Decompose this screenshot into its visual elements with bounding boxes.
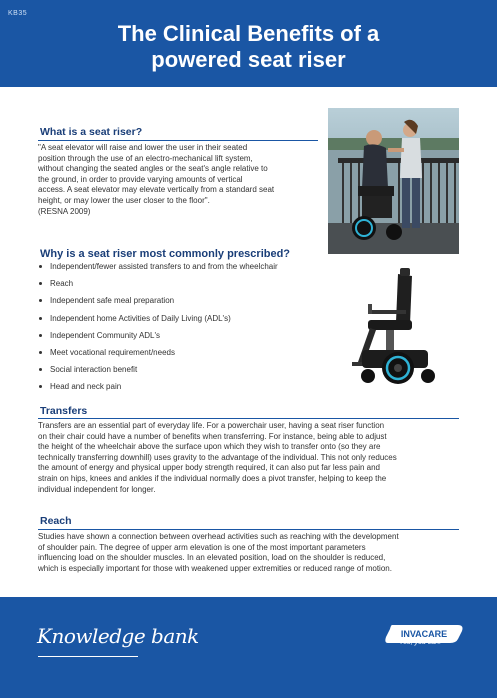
text-line: the amount of energy and physical upper body strength required, it can also put far less pain and (38, 463, 380, 473)
section-heading-why-prescribed: Why is a seat riser most commonly prescribed? (40, 248, 291, 260)
transfers-paragraph (38, 421, 468, 495)
list-item: Independent Community ADL's (38, 331, 318, 348)
citation: (RESNA 2009) (38, 206, 91, 216)
text-line: technically transferring downhill) uses gravity to the advantage of the individual. This not only reduces (38, 452, 397, 462)
bullet-icon (39, 368, 42, 371)
section-heading-transfers: Transfers (40, 405, 88, 417)
text-line: Studies have shown a connection between overhead activities such as reaching with the development (38, 532, 399, 541)
text-line: the height of the wheelchair above the surface upon which they wish to transfer onto (so they are (38, 442, 381, 452)
wordmark-underline (38, 656, 138, 657)
text-line: Transfers are an essential part of everyday life. For a powerchair user, having a seat riser function (38, 421, 385, 430)
section-divider (38, 140, 318, 141)
text-line: influencing load on the shoulder muscles. In an elevated position, load on the shoulder is reduced, (38, 553, 386, 563)
text-line: strain on hips, knees and ankles if the individual normally does a pivot transfer, helping to keep the (38, 473, 387, 483)
page-title-line-1: The Clinical Benefits of a (117, 21, 380, 46)
text-line: "A seat elevator will raise and lower the user in their seated (38, 143, 248, 152)
bullet-icon (39, 265, 42, 268)
slogan: Yes, you can. (399, 639, 442, 646)
photo-illustration (328, 108, 459, 254)
text-line: of shoulder pain. The degree of upper arm elevation is one of the most important parameters (38, 542, 366, 552)
section-divider (38, 529, 459, 530)
text-line: which is especially important for those with weakened upper extremities or reduced range of motion. (38, 563, 392, 573)
reasons-list (38, 262, 318, 400)
text-line: position through the use of an electro-mechanical lift system, (38, 153, 253, 163)
bullet-icon (39, 299, 42, 302)
bullet-icon (39, 385, 42, 388)
page-title (60, 21, 437, 73)
list-item: Independent/fewer assisted transfers to and from the wheelchair (38, 262, 318, 279)
knowledge-bank-wordmark: Knowledge bank (37, 624, 199, 648)
bullet-icon (39, 351, 42, 354)
list-item: Head and neck pain (38, 382, 318, 399)
bullet-icon (39, 317, 42, 320)
header-banner (0, 0, 497, 87)
section-divider (38, 418, 459, 419)
text-line: individual independent for longer. (38, 484, 156, 494)
footer-banner (0, 597, 497, 698)
text-line: access. A seat elevator may elevate vertically from a standard seat (38, 185, 275, 195)
document-code: KB35 (8, 10, 28, 17)
text-line: the ground, in order to provide varying amounts of vertical (38, 174, 243, 184)
list-item: Independent home Activities of Daily Living (ADL's) (38, 314, 318, 331)
text-line: on their chair could have a number of benefits when transferring. For instance, being able to adjust (38, 431, 387, 441)
reach-paragraph (38, 532, 468, 574)
definition-quote (38, 143, 328, 217)
photo-powerchair-product (328, 262, 459, 396)
section-heading-reach: Reach (40, 515, 72, 527)
list-item: Social interaction benefit (38, 365, 318, 382)
bullet-icon (39, 334, 42, 337)
text-line: height, or may lower the user closer to the floor". (38, 195, 210, 205)
powerchair-illustration (328, 262, 459, 396)
list-item: Reach (38, 279, 318, 296)
list-item: Independent safe meal preparation (38, 296, 318, 313)
logo-text: INVACARE (400, 629, 448, 639)
bullet-icon (39, 282, 42, 285)
list-item: Meet vocational requirement/needs (38, 348, 318, 365)
photo-seat-riser-in-use (328, 108, 459, 254)
section-heading-what-is: What is a seat riser? (40, 126, 143, 138)
page-title-line-2: powered seat riser (151, 47, 346, 72)
text-line: without changing the seated angles or the seat's angle relative to (38, 164, 268, 174)
